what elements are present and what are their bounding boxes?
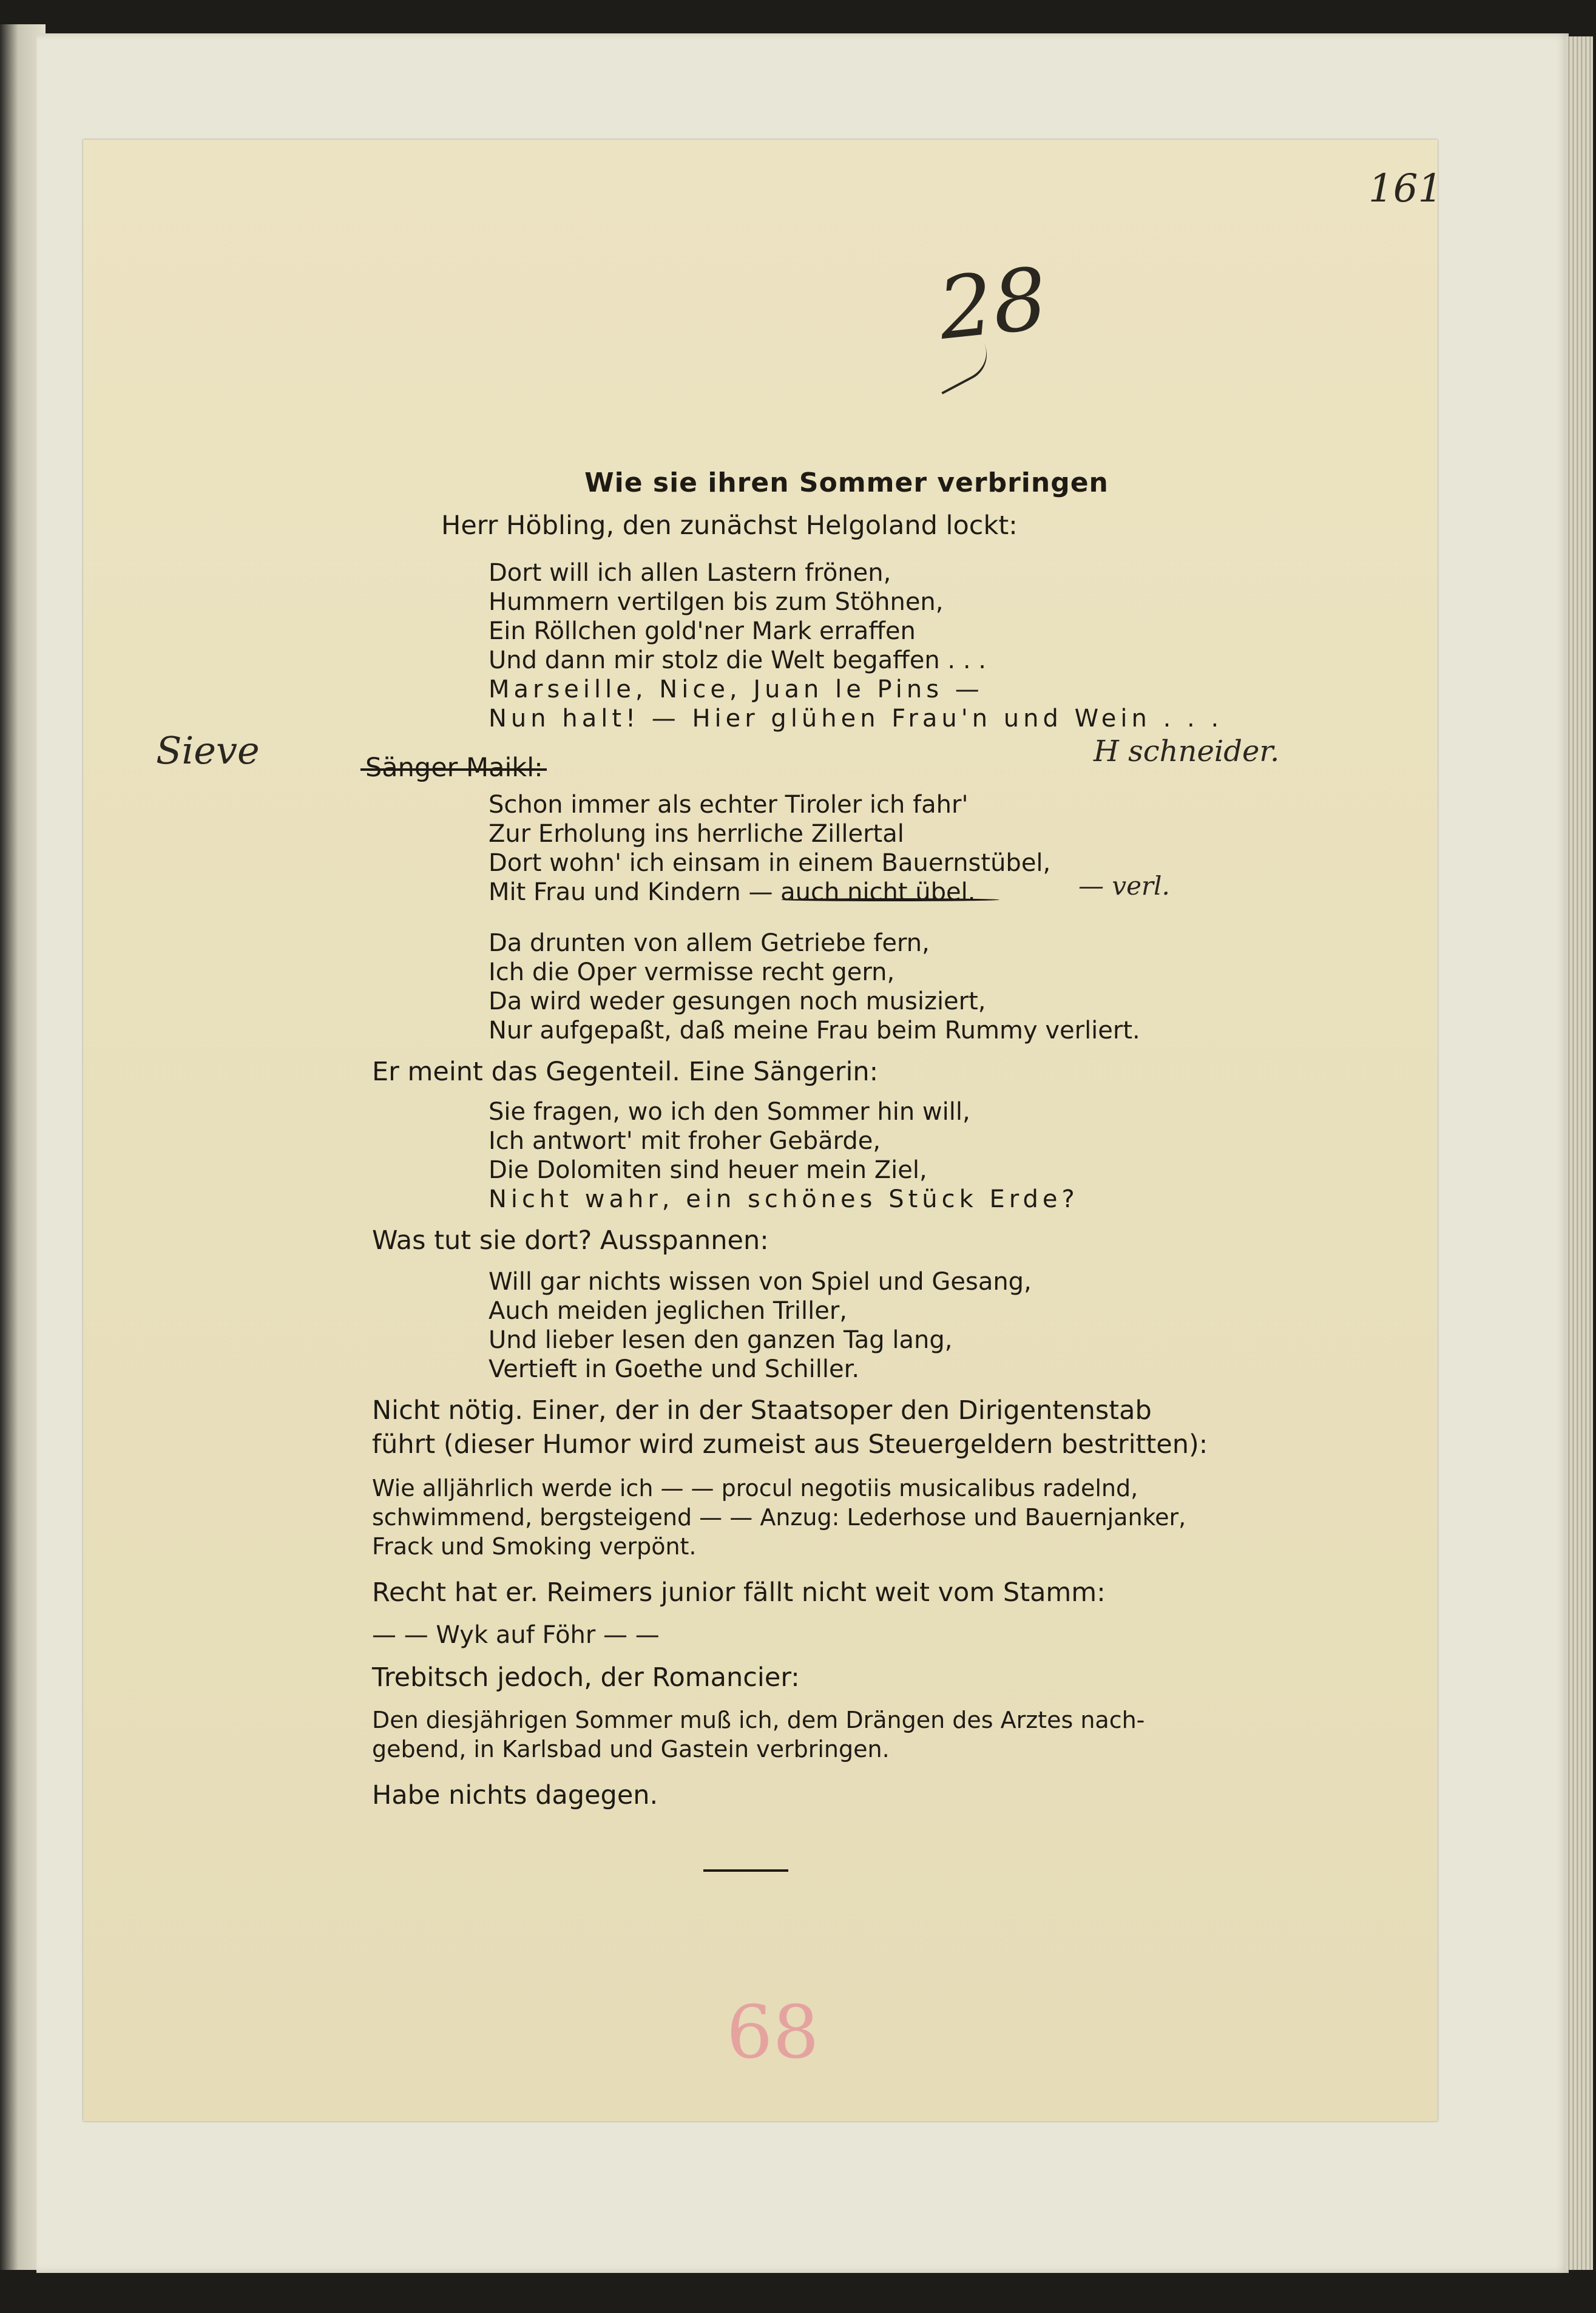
reimers-lead: Recht hat er. Reimers junior fällt nicht weit vom Stamm: xyxy=(372,1577,1106,1608)
ausspannen-lead: Was tut sie dort? Ausspannen: xyxy=(372,1225,769,1256)
verse-line: Nicht wahr, ein schönes Stück Erde? xyxy=(489,1185,1079,1213)
folio-number: 161 xyxy=(1368,166,1443,211)
verse-line: Hummern vertilgen bis zum Stöhnen, xyxy=(489,588,944,616)
page-stack-edges xyxy=(1566,36,1593,2270)
reimers-line: — — Wyk auf Föhr — — xyxy=(372,1621,660,1649)
verse-line: Will gar nichts wissen von Spiel und Gesang, xyxy=(489,1268,1032,1296)
hoebling-lead: Herr Höbling, den zunächst Helgoland lockt: xyxy=(441,510,1018,541)
document-sheet xyxy=(83,140,1443,2121)
verse-line: Ich die Oper vermisse recht gern, xyxy=(489,958,895,986)
verse-line: Ein Röllchen gold'ner Mark erraffen xyxy=(489,617,916,645)
verse-line: Nun halt! — Hier glühen Frau'n und Wein . . . xyxy=(489,705,1223,733)
margin-note-left: Sieve xyxy=(156,728,260,773)
red-pencil-number: 68 xyxy=(726,1991,819,2075)
verse-line: Ich antwort' mit froher Gebärde, xyxy=(489,1127,881,1155)
verse-line: Auch meiden jeglichen Triller, xyxy=(489,1297,847,1325)
verse-line: Marseille, Nice, Juan le Pins — xyxy=(489,676,984,703)
handwritten-underline xyxy=(781,898,999,901)
verse-line: Und dann mir stolz die Welt begaffen . . . xyxy=(489,646,986,674)
struck-speaker-label: Sänger Maikl: xyxy=(365,753,543,783)
verse-line: Die Dolomiten sind heuer mein Ziel, xyxy=(489,1156,927,1184)
prose-line: Den diesjährigen Sommer muß ich, dem Drängen des Arztes nach- xyxy=(372,1707,1145,1733)
verse-line: Schon immer als echter Tiroler ich fahr' xyxy=(489,791,969,819)
handwritten-page-number: 28 xyxy=(933,249,1052,359)
verse-line: Da wird weder gesungen noch musiziert, xyxy=(489,987,986,1015)
article-title: Wie sie ihren Sommer verbringen xyxy=(584,467,1109,498)
dirigent-lead-1: Nicht nötig. Einer, der in der Staatsoper den Dirigentenstab xyxy=(372,1395,1152,1426)
saengerin-lead: Er meint das Gegenteil. Eine Sängerin: xyxy=(372,1057,879,1087)
verse-line: Sie fragen, wo ich den Sommer hin will, xyxy=(489,1098,970,1126)
prose-line: Frack und Smoking verpönt. xyxy=(372,1533,697,1560)
prose-line: gebend, in Karlsbad und Gastein verbringen. xyxy=(372,1736,890,1763)
verse-line: Mit Frau und Kindern — auch nicht übel. xyxy=(489,878,976,906)
verse-line: Dort wohn' ich einsam in einem Bauernstübel, xyxy=(489,849,1051,877)
verse-line: Da drunten von allem Getriebe fern, xyxy=(489,929,930,957)
end-rule xyxy=(703,1869,788,1872)
verse-line: Vertieft in Goethe und Schiller. xyxy=(489,1355,860,1383)
margin-note-right: H schneider. xyxy=(1094,734,1280,768)
prose-line: Wie alljährlich werde ich — — procul negotiis musicalibus radelnd, xyxy=(372,1475,1138,1502)
prose-line: schwimmend, bergsteigend — — Anzug: Lederhose und Bauernjanker, xyxy=(372,1504,1186,1531)
verse-line: Nur aufgepaßt, daß meine Frau beim Rummy verliert. xyxy=(489,1017,1140,1045)
margin-reference-mark: — verl. xyxy=(1078,871,1170,901)
dirigent-lead-2: führt (dieser Humor wird zumeist aus Steuergeldern bestritten): xyxy=(372,1429,1208,1460)
verse-line: Dort will ich allen Lastern frönen, xyxy=(489,559,891,587)
closing-line: Habe nichts dagegen. xyxy=(372,1780,658,1810)
trebitsch-lead: Trebitsch jedoch, der Romancier: xyxy=(372,1662,800,1693)
verse-line: Zur Erholung ins herrliche Zillertal xyxy=(489,820,904,848)
verse-line: Und lieber lesen den ganzen Tag lang, xyxy=(489,1326,953,1354)
